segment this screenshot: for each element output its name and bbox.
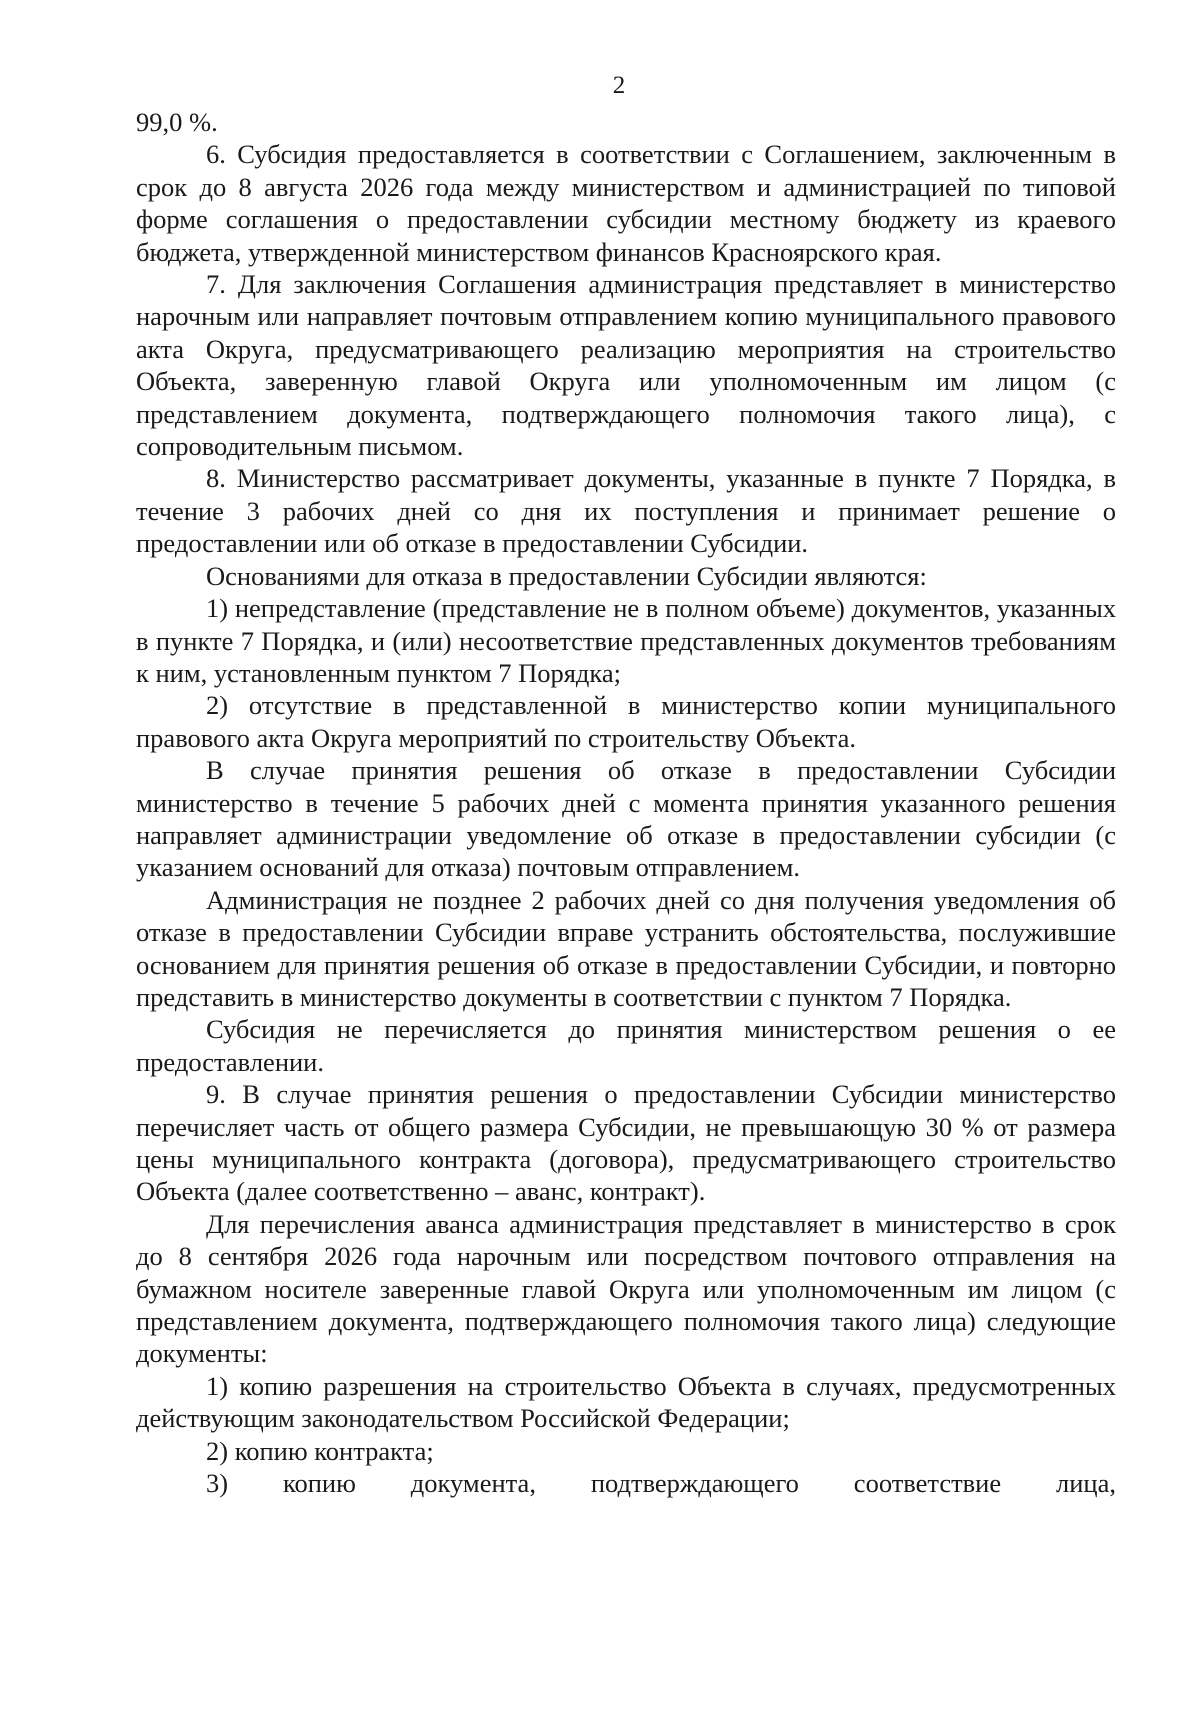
paragraph-item-6: 6. Субсидия предоставляется в соответствии с Соглашением, заключенным в срок до 8 августа 2026 года между министерством и администрацией по типовой форме соглашения о предоставлении субсидии местному бюджету из краевого бюджета, утвержденной министерством финансов Красноярского края. bbox=[136, 139, 1116, 267]
paragraph-refusal-ground-2: 2) отсутствие в представленной в министерство копии муниципального правового акта Округа мероприятий по строительству Объекта. bbox=[136, 690, 1116, 753]
page-number: 2 bbox=[612, 72, 626, 99]
paragraph-document-2: 2) копию контракта; bbox=[206, 1435, 434, 1466]
paragraph-continuation: 99,0 %. bbox=[136, 107, 218, 137]
paragraph-refusal-ground-1: 1) непредставление (представление не в полном объеме) документов, указанных в пункте 7 Порядка, и (или) несоответствие представленных документов требованиям к ним, установленным пунктом 7 Порядка; bbox=[136, 593, 1116, 688]
paragraph-item-8: 8. Министерство рассматривает документы, указанные в пункте 7 Порядка, в течение 3 рабочих дней со дня их поступления и принимает решение о предоставлении или об отказе в предоставлении Субсидии. bbox=[136, 463, 1116, 559]
paragraph-no-transfer: Субсидия не перечисляется до принятия министерством решения о ее предоставлении. bbox=[136, 1014, 1116, 1077]
paragraph-item-7: 7. Для заключения Соглашения администрация представляет в министерство нарочным или направляет почтовым отправлением копию муниципального правового акта Округа, предусматривающего реализацию мероприятия на строительство Объекта, заверенную главой Округа или уполномоченным им лицом (с представлением документа, подтверждающего полномочия такого лица), с сопроводительным письмом. bbox=[136, 269, 1116, 462]
document-body bbox=[136, 106, 1116, 1499]
paragraph-resubmission: Администрация не позднее 2 рабочих дней со дня получения уведомления об отказе в предоставлении Субсидии вправе устранить обстоятельства, послужившие основанием для принятия решения об отказе в предоставлении Субсидии, и повторно представить в министерство документы в соответствии с пунктом 7 Порядка. bbox=[136, 884, 1116, 1012]
paragraph-refusal-grounds: Основаниями для отказа в предоставлении Субсидии являются: bbox=[206, 560, 927, 591]
paragraph-advance-documents: Для перечисления аванса администрация представляет в министерство в срок до 8 сентября 2026 года нарочным или посредством почтового отправления на бумажном носителе заверенные главой Округа или уполномоченным им лицом (с представлением документа, подтверждающего полномочия такого лица) следующие документы: bbox=[136, 1208, 1116, 1369]
paragraph-document-3: 3) копию документа, подтверждающего соответствие лица, bbox=[206, 1468, 1116, 1499]
paragraph-refusal-notice: В случае принятия решения об отказе в предоставлении Субсидии министерство в течение 5 рабочих дней с момента принятия указанного решения направляет администрации уведомление об отказе в предоставлении субсидии (с указанием оснований для отказа) почтовым отправлением. bbox=[136, 755, 1116, 883]
paragraph-item-9: 9. В случае принятия решения о предоставлении Субсидии министерство перечисляет часть от общего размера Субсидии, не превышающую 30 % от размера цены муниципального контракта (договора), предусматривающего строительство Объекта (далее соответственно – аванс, контракт). bbox=[136, 1079, 1116, 1207]
paragraph-document-1: 1) копию разрешения на строительство Объекта в случаях, предусмотренных действующим законодательством Российской Федерации; bbox=[136, 1370, 1116, 1434]
